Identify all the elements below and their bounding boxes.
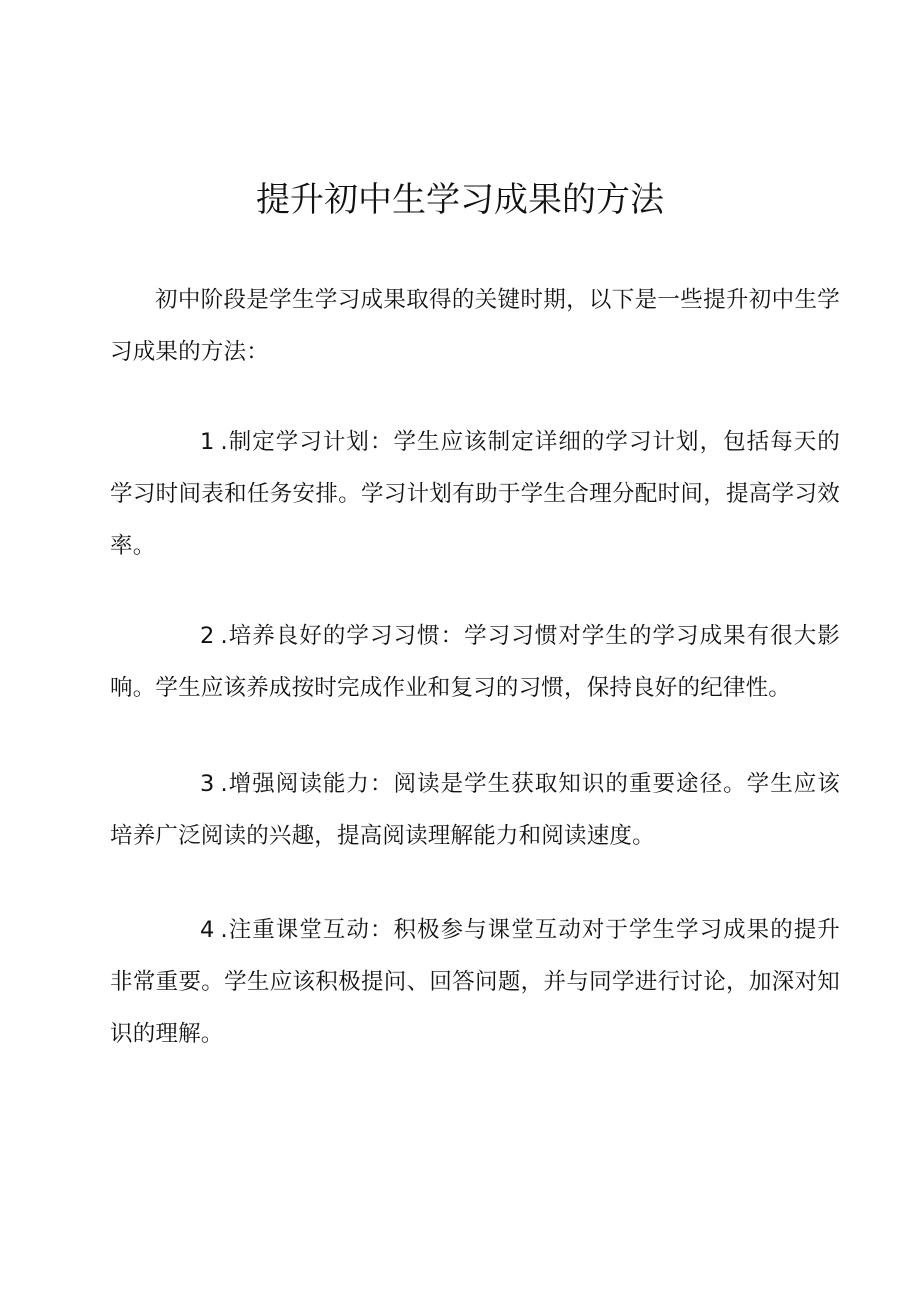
list-item-4 [110,904,840,1060]
document-title: 提升初中生学习成果的方法 [256,180,664,220]
list-item-text: .增强阅读能力：阅读是学生获取知识的重要途径。学生应该培养广泛阅读的兴趣，提高阅读理解能力和阅读速度。 [110,771,840,849]
list-item-2 [110,610,840,714]
list-item-number: 2 [200,623,215,649]
list-item-text: .注重课堂互动：积极参与课堂互动对于学生学习成果的提升非常重要。学生应该积极提问、回答问题，并与同学进行讨论，加深对知识的理解。 [110,917,840,1047]
list-item-text: .制定学习计划：学生应该制定详细的学习计划，包括每天的学习时间表和任务安排。学习计划有助于学生合理分配时间，提高学习效率。 [110,429,840,559]
list-item-text: .培养良好的学习习惯：学习习惯对学生的学习成果有很大影响。学生应该养成按时完成作业和复习的习惯，保持良好的纪律性。 [110,623,840,701]
list-item-3 [110,758,840,862]
list-item-number: 3 [200,771,215,797]
intro-paragraph: 初中阶段是学生学习成果取得的关键时期，以下是一些提升初中生学习成果的方法： [110,287,840,365]
list-item-number: 1 [200,429,215,455]
list-item-1 [110,416,840,572]
list-item-number: 4 [200,917,215,943]
